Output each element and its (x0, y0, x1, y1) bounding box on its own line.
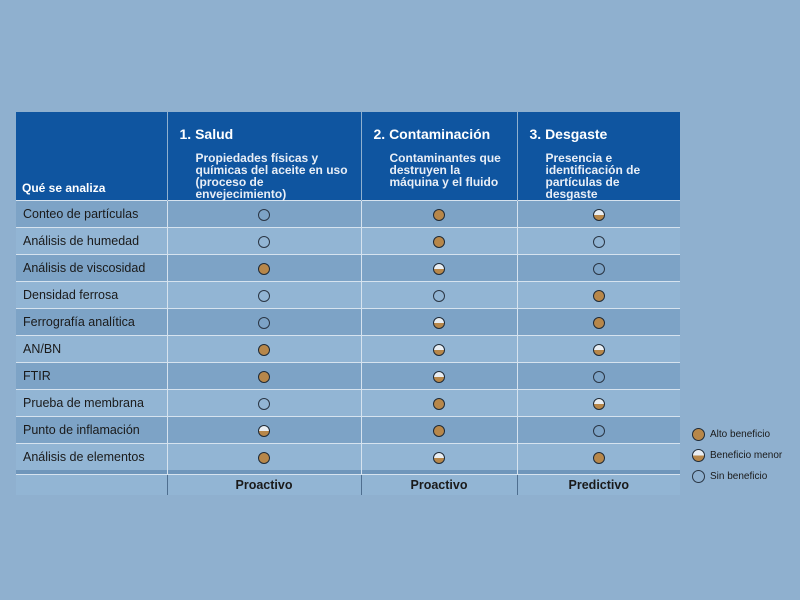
legend-item (692, 445, 782, 466)
benefit-indicator-icon (258, 317, 270, 329)
table-row (16, 417, 680, 444)
category-description: Presencia e identificación de partículas de desgaste (545, 151, 641, 201)
table-row (16, 228, 680, 255)
category-title: 1. Salud (179, 126, 234, 142)
category-description: Contaminantes que destruyen la máquina y el fluido (389, 151, 501, 189)
legend-label: Alto beneficio (710, 429, 771, 440)
benefit-indicator-icon (593, 344, 605, 356)
row-label: Prueba de membrana (16, 390, 167, 417)
benefit-indicator-icon (433, 263, 445, 275)
legend-item (692, 466, 782, 487)
table-row (16, 444, 680, 471)
benefit-indicator-icon (593, 425, 605, 437)
header-category-contamination (361, 112, 517, 201)
category-title: 2. Contaminación (373, 126, 491, 142)
legend-label: Sin beneficio (710, 471, 768, 482)
row-label: Densidad ferrosa (16, 282, 167, 309)
minor-benefit-icon (692, 449, 705, 462)
header-category-wear (517, 112, 680, 201)
high-benefit-icon (692, 428, 705, 441)
row-label: Ferrografía analítica (16, 309, 167, 336)
benefit-indicator-icon (593, 317, 605, 329)
no-benefit-icon (692, 470, 705, 483)
benefit-indicator-icon (258, 290, 270, 302)
table-header-row (16, 112, 680, 201)
benefit-indicator-icon (258, 452, 270, 464)
header-row-label-cell (16, 112, 167, 201)
row-label: AN/BN (16, 336, 167, 363)
footer-label: Predictivo (517, 475, 680, 496)
legend (692, 424, 782, 487)
benefit-indicator-icon (258, 425, 270, 437)
table-row (16, 282, 680, 309)
benefit-indicator-icon (433, 452, 445, 464)
table-row (16, 255, 680, 282)
row-label: Punto de inflamación (16, 417, 167, 444)
legend-label: Beneficio menor (710, 450, 783, 461)
footer-label: Proactivo (167, 475, 361, 496)
benefit-indicator-icon (433, 209, 445, 221)
row-label: Análisis de elementos (16, 444, 167, 471)
benefit-indicator-icon (593, 371, 605, 383)
row-label: Análisis de humedad (16, 228, 167, 255)
benefit-indicator-icon (433, 344, 445, 356)
benefit-indicator-icon (433, 425, 445, 437)
benefit-indicator-icon (593, 263, 605, 275)
benefit-indicator-icon (258, 263, 270, 275)
benefit-indicator-icon (258, 398, 270, 410)
benefit-indicator-icon (593, 236, 605, 248)
benefit-indicator-icon (593, 398, 605, 410)
table-row (16, 309, 680, 336)
benefit-indicator-icon (433, 398, 445, 410)
benefit-indicator-icon (433, 290, 445, 302)
benefit-indicator-icon (258, 371, 270, 383)
table-row (16, 390, 680, 417)
table-row (16, 336, 680, 363)
row-label: Análisis de viscosidad (16, 255, 167, 282)
header-category-health (167, 112, 361, 201)
table-row (16, 201, 680, 228)
benefit-indicator-icon (258, 344, 270, 356)
benefit-indicator-icon (258, 236, 270, 248)
table-footer-row (16, 475, 680, 496)
benefit-indicator-icon (433, 371, 445, 383)
category-description: Propiedades físicas y químicas del aceite en uso (proceso de envejecimiento) (195, 151, 348, 201)
header-row-label: Qué se analiza (22, 181, 106, 195)
benefit-indicator-icon (258, 209, 270, 221)
legend-item (692, 424, 782, 445)
table-row (16, 363, 680, 390)
benefit-indicator-icon (593, 452, 605, 464)
benefit-indicator-icon (433, 317, 445, 329)
analysis-table (16, 112, 680, 495)
benefit-indicator-icon (593, 290, 605, 302)
row-label: Conteo de partículas (16, 201, 167, 228)
footer-label: Proactivo (361, 475, 517, 496)
benefit-indicator-icon (433, 236, 445, 248)
row-label: FTIR (16, 363, 167, 390)
category-title: 3. Desgaste (529, 126, 608, 142)
benefit-indicator-icon (593, 209, 605, 221)
